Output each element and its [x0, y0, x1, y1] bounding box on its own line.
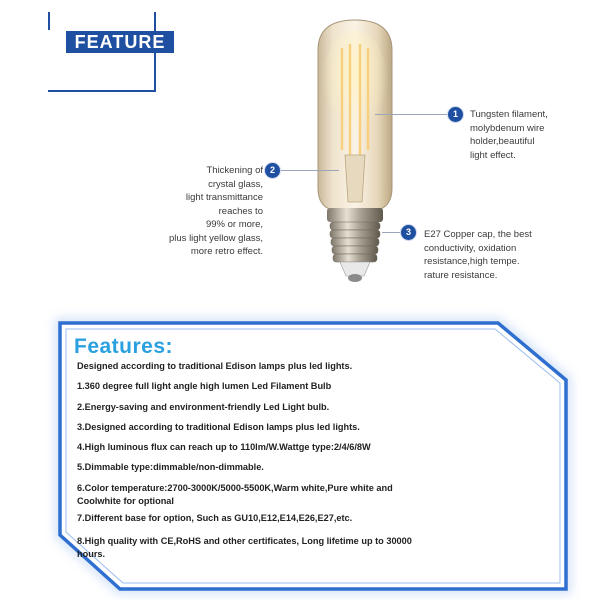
- feature-item-4: 4.High luminous flux can reach up to 110lm/W.Wattge type:2/4/6/8W: [77, 442, 371, 452]
- feature-item-6-cont: Coolwhite for optional: [77, 496, 174, 506]
- feature-heading: FEATURE: [66, 31, 174, 53]
- annotation-line: Thickening of: [206, 165, 263, 176]
- feature-item-2: 2.Energy-saving and environment-friendly Led Light bulb.: [77, 402, 330, 412]
- annotation-line: crystal glass,: [208, 178, 263, 190]
- feature-item-6: 6.Color temperature:2700-3000K/5000-5500K,Warm white,Pure white and: [77, 483, 393, 493]
- annotation-line: reaches to: [218, 205, 263, 217]
- features-title: Features:: [74, 335, 174, 358]
- annotation-3-number: 3: [401, 225, 416, 240]
- annotation-line: conductivity, oxidation: [424, 242, 517, 254]
- annotation-line: rature resistance.: [424, 269, 498, 281]
- feature-item-1: 1.360 degree full light angle high lumen Led Filament Bulb: [77, 381, 332, 391]
- annotation-line: Tungsten filament,: [470, 109, 548, 120]
- annotation-line: molybdenum wire: [470, 122, 545, 134]
- annotation-line: holder,beautiful: [470, 136, 535, 147]
- feature-item-5: 5.Dimmable type:dimmable/non-dimmable.: [77, 462, 264, 472]
- annotation-2-number: 2: [265, 163, 280, 178]
- annotation-line: plus light yellow glass,: [169, 232, 263, 244]
- feature-item-3: 3.Designed according to traditional Edison lamps plus led lights.: [77, 422, 360, 432]
- feature-item-8: 8.High quality with CE,RoHS and other certificates, Long lifetime up to 30000: [77, 536, 412, 546]
- annotation-line: light transmittance: [185, 192, 263, 203]
- features-intro: Designed according to traditional Edison lamps plus led lights.: [77, 361, 353, 371]
- annotation-line: E27 Copper cap, the best: [424, 229, 532, 240]
- annotation-line: more retro effect.: [190, 246, 263, 257]
- feature-item-7: 7.Different base for option, Such as GU10,E12,E14,E26,E27,etc.: [77, 513, 353, 523]
- feature-item-8-cont: hours.: [77, 549, 106, 559]
- annotation-1-number: 1: [448, 107, 463, 122]
- annotation-line: resistance,high tempe.: [424, 256, 520, 267]
- annotation-line: 99% or more,: [205, 219, 263, 230]
- annotation-line: light effect.: [470, 149, 516, 161]
